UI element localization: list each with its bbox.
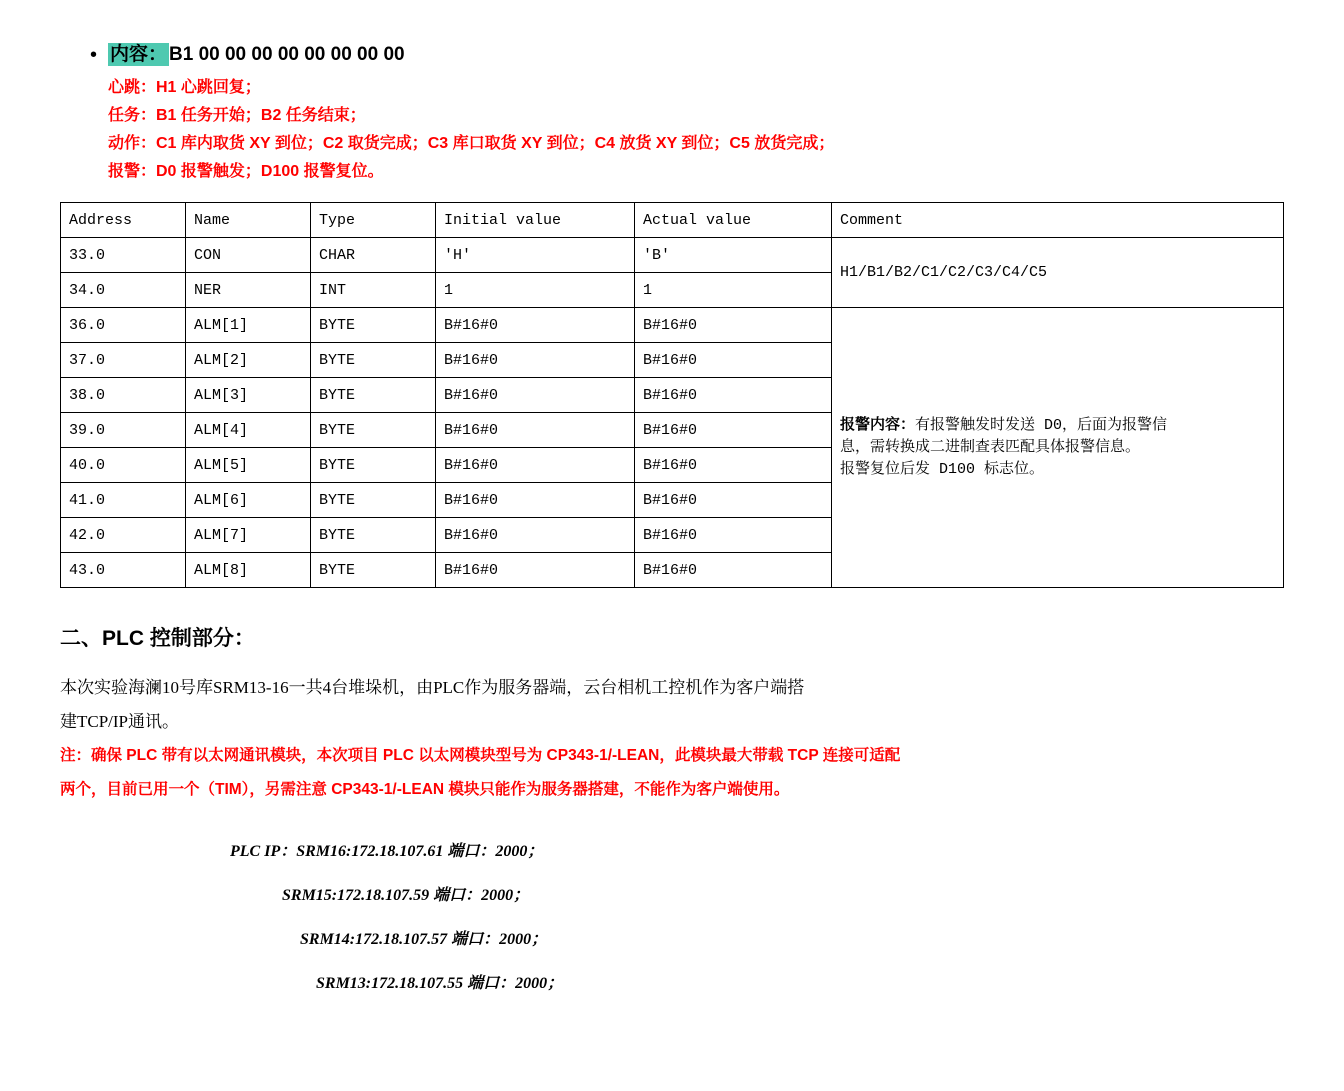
cell-initial: B#16#0: [436, 518, 635, 553]
cell-type: CHAR: [311, 238, 436, 273]
cell-type: BYTE: [311, 343, 436, 378]
plc-ip-srm14: SRM14:172.18.107.57 端口：2000；: [300, 931, 548, 948]
note-line-2: 两个，目前已用一个（TIM），另需注意 CP343-1/-LEAN 模块只能作为服务器搭建，不能作为客户端使用。: [60, 781, 790, 798]
comment-alarm-label: 报警内容：: [840, 416, 916, 434]
cell-comment-con: H1/B1/B2/C1/C2/C3/C4/C5: [832, 238, 1284, 308]
cell-name: ALM[6]: [186, 483, 311, 518]
cell-actual: B#16#0: [635, 518, 832, 553]
table-row: [61, 308, 1284, 343]
cell-actual: 1: [635, 273, 832, 308]
cell-type: BYTE: [311, 448, 436, 483]
header-name: Name: [186, 203, 311, 238]
cell-address: 34.0: [61, 273, 186, 308]
cell-initial: B#16#0: [436, 343, 635, 378]
header-comment: Comment: [832, 203, 1284, 238]
table-row: [61, 238, 1284, 273]
cell-actual: B#16#0: [635, 378, 832, 413]
cell-type: BYTE: [311, 553, 436, 588]
content-label: 内容：: [110, 44, 168, 65]
cell-type: BYTE: [311, 378, 436, 413]
header-actual-value: Actual value: [635, 203, 832, 238]
cell-address: 40.0: [61, 448, 186, 483]
cell-name: ALM[4]: [186, 413, 311, 448]
plc-ip-list: [60, 830, 1284, 1006]
content-line: [108, 40, 1284, 70]
cell-address: 38.0: [61, 378, 186, 413]
cell-initial: B#16#0: [436, 483, 635, 518]
cell-type: BYTE: [311, 518, 436, 553]
protocol-line-alarm: 报警：D0 报警触发；D100 报警复位。: [108, 163, 384, 180]
header-type: Type: [311, 203, 436, 238]
protocol-line-task: 任务：B1 任务开始；B2 任务结束；: [108, 107, 366, 124]
header-initial-value: Initial value: [436, 203, 635, 238]
comment-alarm-line2: 息，需转换成二进制查表匹配具体报警信息。: [840, 438, 1141, 456]
paragraph-line-1: 本次实验海澜10号库SRM13-16一共4台堆垛机，由PLC作为服务器端，云台相机工控机作为客户端搭: [60, 678, 805, 697]
cell-address: 41.0: [61, 483, 186, 518]
header-address: Address: [61, 203, 186, 238]
cell-initial: B#16#0: [436, 378, 635, 413]
content-value: B1 00 00 00 00 00 00 00 00: [169, 44, 405, 65]
cell-name: ALM[7]: [186, 518, 311, 553]
cell-actual: B#16#0: [635, 343, 832, 378]
plc-ip-srm15: SRM15:172.18.107.59 端口：2000；: [282, 887, 530, 904]
cell-initial: B#16#0: [436, 413, 635, 448]
cell-actual: B#16#0: [635, 553, 832, 588]
cell-name: ALM[2]: [186, 343, 311, 378]
cell-initial: B#16#0: [436, 448, 635, 483]
plc-ip-srm16: PLC IP：SRM16:172.18.107.61 端口：2000；: [230, 843, 544, 860]
cell-comment-alarm: [832, 308, 1284, 588]
bullet-body: [108, 40, 1284, 186]
cell-name: CON: [186, 238, 311, 273]
cell-name: ALM[1]: [186, 308, 311, 343]
cell-address: 39.0: [61, 413, 186, 448]
protocol-line-action: 动作：C1 库内取货 XY 到位；C2 取货完成；C3 库口取货 XY 到位；C4 放货 XY 到位；C5 放货完成；: [108, 135, 835, 152]
cell-type: BYTE: [311, 413, 436, 448]
cell-name: NER: [186, 273, 311, 308]
comment-alarm-line1: [840, 415, 1275, 437]
cell-address: 43.0: [61, 553, 186, 588]
cell-name: ALM[3]: [186, 378, 311, 413]
cell-actual: 'B': [635, 238, 832, 273]
paragraph-line-2: 建TCP/IP通讯。: [60, 712, 180, 731]
cell-initial: 1: [436, 273, 635, 308]
cell-address: 33.0: [61, 238, 186, 273]
cell-type: INT: [311, 273, 436, 308]
table-header-row: [61, 203, 1284, 238]
cell-actual: B#16#0: [635, 483, 832, 518]
comment-alarm-text1: 有报警触发时发送 D0，后面为报警信: [915, 416, 1168, 434]
cell-actual: B#16#0: [635, 308, 832, 343]
cell-address: 36.0: [61, 308, 186, 343]
variable-table: [60, 202, 1284, 588]
cell-address: 37.0: [61, 343, 186, 378]
cell-actual: B#16#0: [635, 413, 832, 448]
content-bullet-block: [90, 40, 1284, 186]
bullet-dot-icon: •: [90, 44, 98, 66]
cell-actual: B#16#0: [635, 448, 832, 483]
plc-ip-srm13: SRM13:172.18.107.55 端口：2000；: [316, 975, 564, 992]
cell-initial: 'H': [436, 238, 635, 273]
comment-alarm-line3: 报警复位后发 D100 标志位。: [840, 460, 1045, 478]
cell-type: BYTE: [311, 308, 436, 343]
cell-initial: B#16#0: [436, 308, 635, 343]
section-title-plc: 二、PLC 控制部分：: [60, 627, 255, 650]
cell-type: BYTE: [311, 483, 436, 518]
cell-name: ALM[8]: [186, 553, 311, 588]
cell-name: ALM[5]: [186, 448, 311, 483]
cell-address: 42.0: [61, 518, 186, 553]
protocol-line-heartbeat: 心跳：H1 心跳回复；: [108, 79, 261, 96]
note-line-1: 注：确保 PLC 带有以太网通讯模块，本次项目 PLC 以太网模块型号为 CP343-1/-LEAN，此模块最大带载 TCP 连接可适配: [60, 747, 901, 764]
cell-initial: B#16#0: [436, 553, 635, 588]
